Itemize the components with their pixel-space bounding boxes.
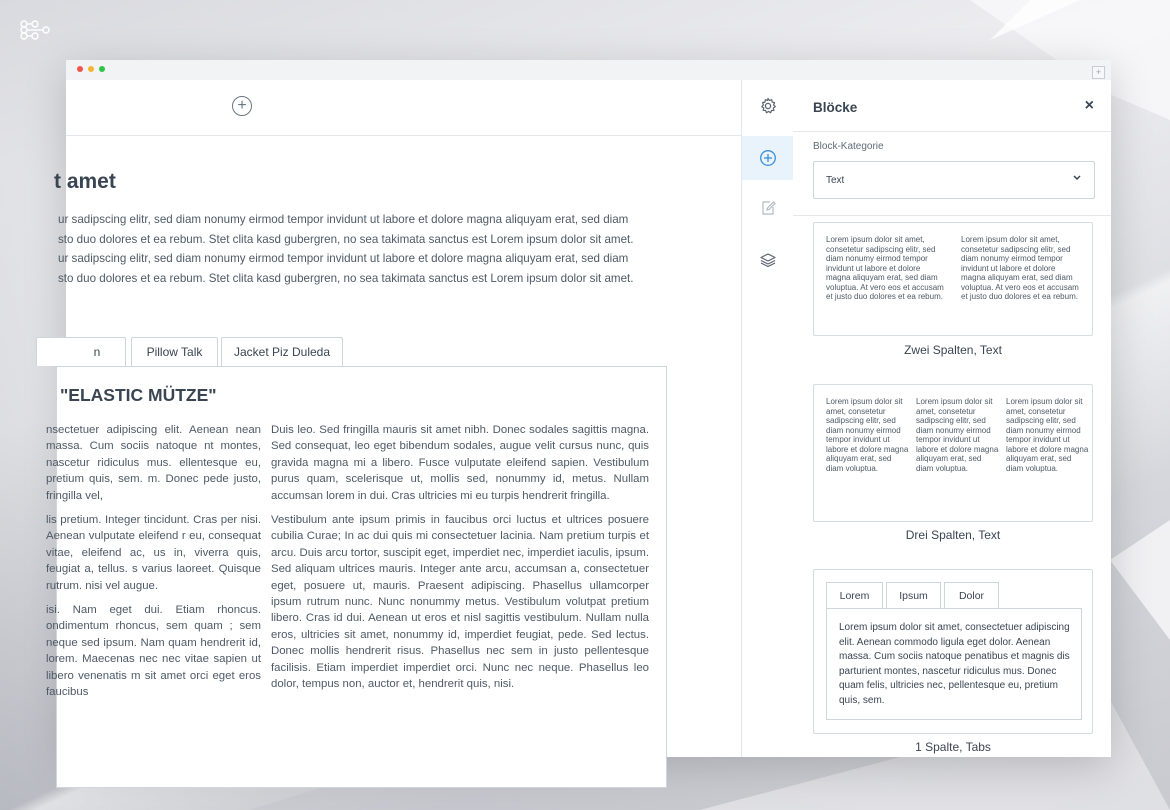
block-one-column-tabs[interactable]	[813, 569, 1093, 734]
panel-title: Blöcke	[813, 100, 858, 115]
category-select[interactable]	[813, 161, 1095, 199]
block-column-text: Lorem ipsum dolor sit amet, consetetur sadipscing elitr, sed diam nonumy eirmod tempor invidunt ut labore et dolore magna aliquyam erat, sed diam voluptua. At vero eos et accusam et justo duo dolores et ea rebum.	[826, 235, 944, 301]
right-column-paragraph: Duis leo. Sed fringilla mauris sit amet nibh. Donec sodales sagittis magna. Sed consequat, leo eget bibendum sodales, augue velit cursus nunc, quis gravida magna mi a libero. Fusce vulputate eleifend sapien. Vestibulum purus quam, scelerisque ut, mollis sed, nonummy id, metus. Nullam accumsan lorem in dui. Cras ultricies mi eu turpis hendrerit fringilla.	[271, 424, 649, 502]
block-label: Drei Spalten, Text	[905, 528, 1001, 542]
chevron-down-icon	[1072, 172, 1082, 185]
mini-tab-text: Lorem ipsum dolor sit amet, consectetuer adipiscing elit. Aenean commodo ligula eget dolor. Aenean massa. Cum sociis natoque penatibus et magnis dis parturient montes, nascetur ridiculus mus. Donec quam felis, ultricies nec, pellentesque eu, pretium quis, sem.	[839, 622, 1070, 706]
layers-icon	[759, 251, 777, 269]
tab-hidden[interactable]: n	[36, 337, 126, 366]
panel-header	[793, 80, 1111, 132]
layers-button[interactable]	[742, 238, 794, 282]
category-value: Text	[826, 175, 845, 186]
section-heading[interactable]: "ELASTIC MÜTZE"	[60, 385, 217, 405]
intro-paragraph[interactable]	[58, 210, 668, 288]
editor-canvas	[46, 80, 741, 757]
plus-circle-icon	[759, 149, 777, 167]
right-column-paragraph: Vestibulum ante ipsum primis in faucibus orci luctus et ultrices posuere cubilia Curae; In ac dui quis mi consectetuer lacinia. Nam pretium turpis et arcu. Duis arcu tortor, suscipit eget, imperdiet nec, imperdiet iaculis, ipsum. Sed aliquam ultrices mauris. Integer ante arcu, accumsan a, consectetuer eget, posuere ut, mauris. Praesent adipiscing. Phasellus ullamcorper ipsum rutrum nunc. Nunc nonummy metus. Vestibulum volutpat pretium libero. Cras id dui. Aenean ut eros et nisl sagittis vestibulum. Nullam nulla eros, ultricies sit amet, nonummy id, imperdiet feugiat, pede. Sed lectus. Donec mollis hendrerit risus. Phasellus nec sem in justo pellentesque facilisis. Etiam imperdiet imperdiet orci. Nunc nec neque. Phasellus leo dolor, tempus non, auctor et, hendrerit quis, nisi.	[271, 514, 649, 691]
paragraph-line: ur sadipscing elitr, sed diam nonumy eirmod tempor invidunt ut labore et dolore magna aliquyam erat, sed diam	[58, 213, 629, 226]
block-label: Zwei Spalten, Text	[904, 343, 1002, 357]
tab-pillow-talk[interactable]: Pillow Talk	[131, 337, 218, 366]
window-close-dot[interactable]	[77, 66, 83, 72]
mini-tab-dolor: Dolor	[944, 582, 999, 609]
category-label: Block-Kategorie	[813, 141, 884, 152]
app-window	[46, 60, 1111, 757]
block-column-text: Lorem ipsum dolor sit amet, consetetur sadipscing elitr, sed diam nonumy eirmod tempor invidunt ut labore et dolore magna aliquyam erat, sed diam voluptua.	[916, 397, 999, 473]
block-label: 1 Spalte, Tabs	[915, 740, 991, 754]
paragraph-line: ur sadipscing elitr, sed diam nonumy eirmod tempor invidunt ut labore et dolore magna aliquyam erat, sed diam	[58, 252, 629, 265]
add-blocks-button[interactable]	[742, 136, 794, 180]
page-heading[interactable]: t amet	[54, 170, 116, 193]
window-minimize-dot[interactable]	[88, 66, 94, 72]
right-column[interactable]	[271, 422, 649, 701]
mini-tab-ipsum: Ipsum	[886, 582, 941, 609]
edit-icon	[759, 199, 777, 217]
editor-toolbar	[66, 80, 741, 136]
app-logo-icon[interactable]	[18, 18, 52, 42]
window-zoom-dot[interactable]	[99, 66, 105, 72]
block-two-columns[interactable]	[813, 222, 1093, 336]
blocks-panel	[793, 80, 1111, 757]
left-column-paragraph: lis pretium. Integer tincidunt. Cras per nisi. Aenean vulputate eleifend r eu, consequat vitae, eleifend ac, us in, viverra quis, feugiat a, tellus. s varius laoreet. Quisque rutrum. nisi vel augue.	[46, 514, 261, 592]
left-column-paragraph: nsectetuer adipiscing elit. Aenean nean massa. Cum sociis natoque nt montes, nascetur ridiculus mus. ellentesque eu, pretium quis, sem. m. Donec pede justo, fringilla vel,	[46, 424, 261, 502]
mini-tab-lorem: Lorem	[826, 582, 883, 609]
add-block-icon[interactable]: +	[232, 96, 252, 116]
settings-button[interactable]	[742, 84, 794, 128]
block-column-text: Lorem ipsum dolor sit amet, consetetur sadipscing elitr, sed diam nonumy eirmod tempor invidunt ut labore et dolore magna aliquyam erat, sed diam voluptua.	[826, 397, 909, 473]
paragraph-line: sto duo dolores et ea rebum. Stet clita kasd gubergren, no sea takimata sanctus est Lorem ipsum dolor sit amet.	[58, 232, 634, 246]
tab-jacket-piz-duleda[interactable]: Jacket Piz Duleda	[221, 337, 343, 366]
mini-tab-panel	[826, 608, 1082, 720]
gear-icon	[759, 97, 777, 115]
block-column-text: Lorem ipsum dolor sit amet, consetetur sadipscing elitr, sed diam nonumy eirmod tempor invidunt ut labore et dolore magna aliquyam erat, sed diam voluptua.	[1006, 397, 1089, 473]
divider	[793, 215, 1111, 216]
window-maximize-icon[interactable]: +	[1092, 66, 1105, 79]
edit-button[interactable]	[742, 186, 794, 230]
tool-iconbar	[741, 80, 795, 757]
paragraph-line: sto duo dolores et ea rebum. Stet clita kasd gubergren, no sea takimata sanctus est Lorem ipsum dolor sit amet.	[58, 271, 634, 285]
block-three-columns[interactable]	[813, 384, 1093, 522]
left-column-paragraph: isi. Nam eget dui. Etiam rhoncus. ondimentum rhoncus, sem quam ; sem neque sed ipsum. Nam quam hendrerit id, lorem. Maecenas nec nec vitae sapien ut libero venenatis m sit amet orci eget eros faucibus	[46, 604, 261, 699]
window-titlebar	[66, 60, 1111, 81]
block-column-text: Lorem ipsum dolor sit amet, consetetur sadipscing elitr, sed diam nonumy eirmod tempor invidunt ut labore et dolore magna aliquyam erat, sed diam voluptua. At vero eos et accusam et justo duo dolores et ea rebum.	[961, 235, 1079, 301]
close-icon[interactable]: ×	[1084, 97, 1094, 114]
left-column[interactable]	[46, 422, 261, 709]
